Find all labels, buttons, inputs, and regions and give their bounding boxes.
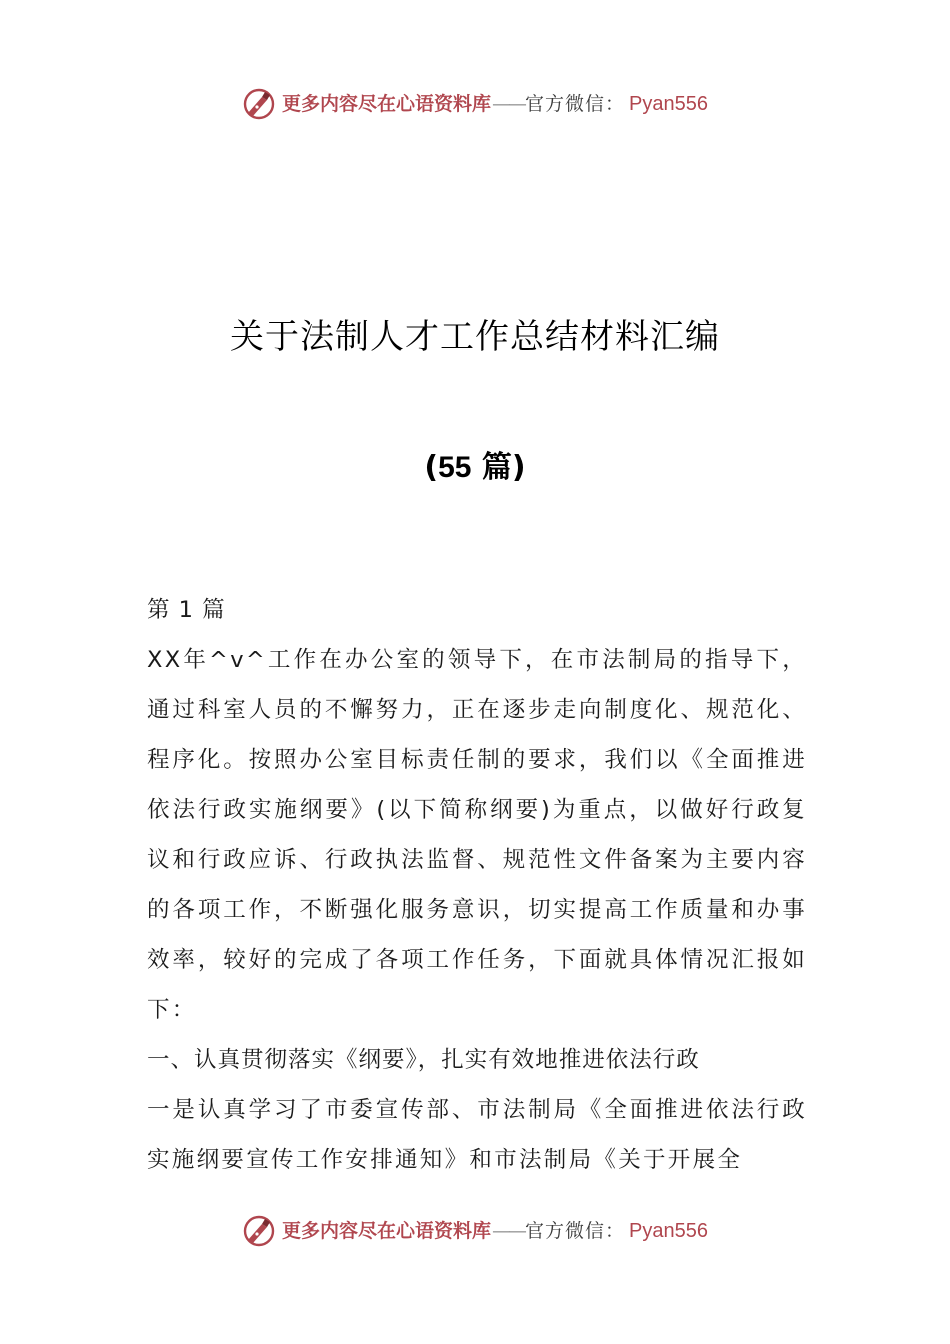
subtitle-count: 55 — [438, 451, 472, 484]
document-title: 关于法制人才工作总结材料汇编 — [230, 317, 720, 357]
document-subtitle — [0, 448, 950, 488]
footer-banner — [0, 1211, 950, 1251]
document-body — [147, 585, 807, 1185]
subtitle-open-paren: ( — [424, 450, 439, 485]
banner-separator: —— — [492, 1219, 525, 1242]
pen-nib-circle-icon — [242, 1214, 276, 1248]
paragraph-2: 一是认真学习了市委宣传部、市法制局《全面推进依法行政实施纲要宣传工作安排通知》和市法制局《关于开展全 — [147, 1097, 807, 1173]
banner-separator: —— — [492, 92, 525, 115]
footer-banner-text — [282, 1221, 708, 1241]
paragraph-1: XX年^v^工作在办公室的领导下，在市法制局的指导下，通过科室人员的不懈努力，正在逐步走向制度化、规范化、程序化。按照办公室目标责任制的要求，我们以《全面推进依法行政实施纲要》(以下简称纲要)为重点，以做好行政复议和行政应诉、行政执法监督、规范性文件备案为主要内容的各项工作，不断强化服务意识，切实提高工作质量和办事效率，较好的完成了各项工作任务，下面就具体情况汇报如下： — [147, 647, 807, 1023]
banner-wechat-id: Pyan556 — [629, 1220, 708, 1242]
subtitle-close-paren: ) — [511, 450, 526, 485]
section-heading: 第 1 篇 — [147, 597, 226, 623]
banner-wechat-id: Pyan556 — [629, 93, 708, 115]
banner-wechat-label: 官方微信： — [525, 92, 626, 115]
subtitle-word: 篇 — [471, 450, 512, 485]
banner-wechat-label: 官方微信： — [525, 1219, 626, 1242]
header-banner-text — [282, 94, 708, 114]
banner-main-text: 更多内容尽在心语资料库 — [282, 92, 492, 115]
header-banner — [0, 84, 950, 124]
pen-nib-circle-icon — [242, 87, 276, 121]
banner-main-text: 更多内容尽在心语资料库 — [282, 1219, 492, 1242]
subheading-1: 一、认真贯彻落实《纲要》，扎实有效地推进依法行政 — [147, 1047, 700, 1073]
